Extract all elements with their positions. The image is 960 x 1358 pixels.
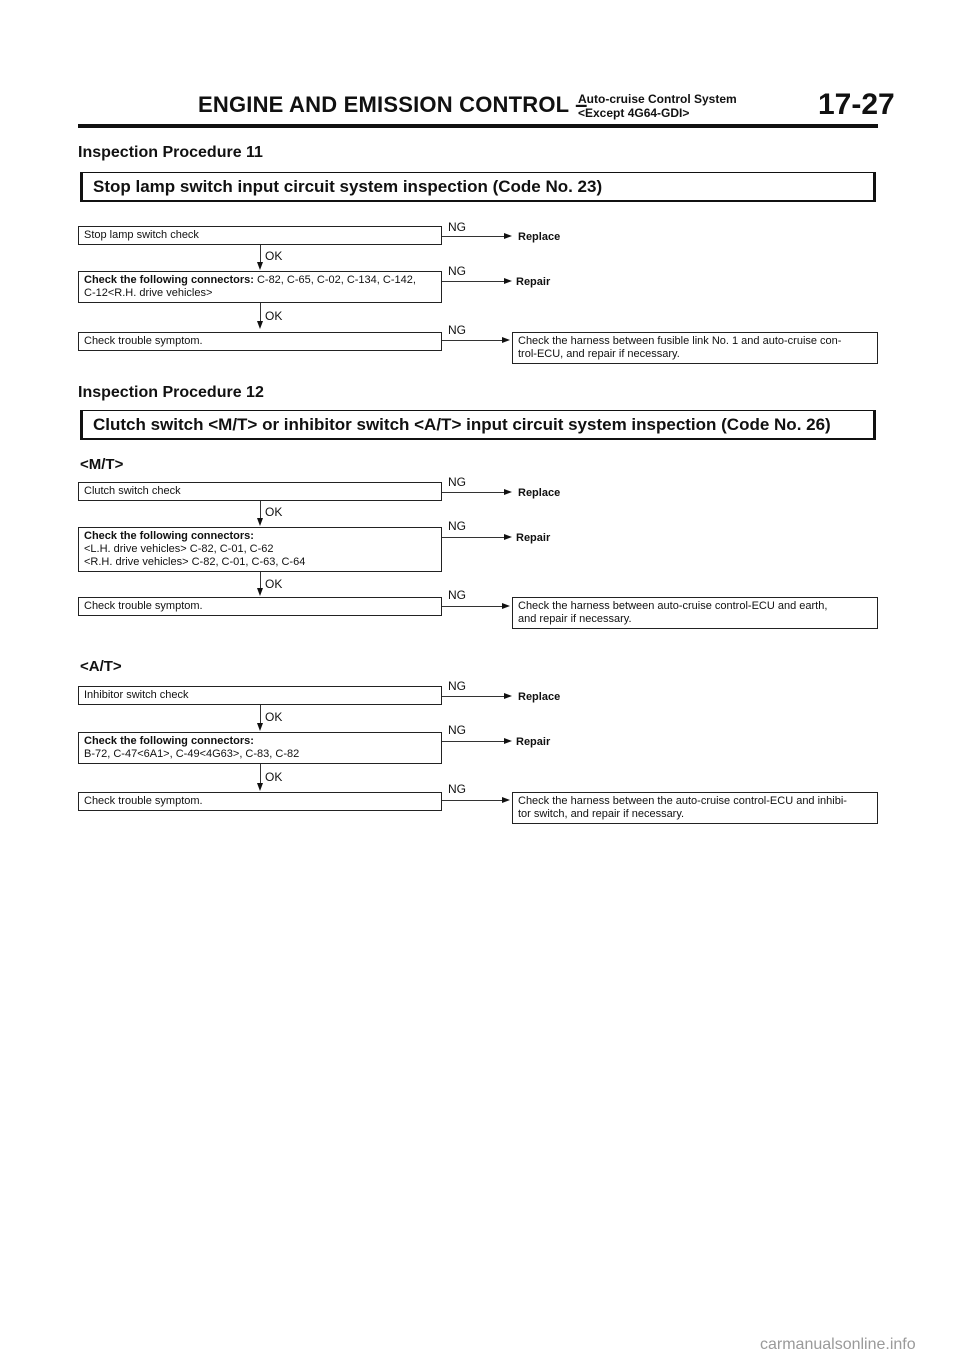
arrow-right-icon bbox=[504, 534, 512, 540]
mt-step-2-heading: Check the following connectors: bbox=[84, 530, 254, 542]
at-step-2-heading: Check the following connectors: bbox=[84, 735, 254, 747]
procedure-11-banner: Stop lamp switch input circuit system inspection (Code No. 23) bbox=[80, 172, 876, 202]
at-step-2-box bbox=[78, 732, 442, 764]
p11-result-1: Replace bbox=[518, 231, 561, 243]
at-ok-1: OK bbox=[265, 710, 283, 724]
at-ng-1: NG bbox=[448, 679, 466, 693]
p11-step-1-text: Stop lamp switch check bbox=[84, 229, 199, 241]
at-step-3-text: Check trouble symptom. bbox=[84, 795, 203, 807]
arrow-down-icon bbox=[257, 588, 263, 596]
subsystem-variant: <Except 4G64-GDI> bbox=[578, 106, 690, 120]
watermark: carmanualsonline.info bbox=[760, 1336, 916, 1353]
p11-ok-1: OK bbox=[265, 249, 283, 263]
p11-ok-2: OK bbox=[265, 309, 283, 323]
p11-step-1-box bbox=[78, 226, 442, 245]
arrow-right-icon bbox=[504, 738, 512, 744]
arrow-right-icon bbox=[502, 603, 510, 609]
arrow-down-icon bbox=[257, 321, 263, 329]
p11-step-2-heading: Check the following connectors: bbox=[84, 274, 254, 286]
p11-result-3-box bbox=[512, 332, 878, 364]
mt-step-2-box bbox=[78, 527, 442, 572]
p11-step-3-box bbox=[78, 332, 442, 351]
arrow-down-icon bbox=[257, 723, 263, 731]
header-rule bbox=[78, 124, 878, 128]
at-result-3-line1: Check the harness between the auto-cruise control-ECU and inhibi- bbox=[518, 795, 847, 807]
p11-step-2-text2: C-12<R.H. drive vehicles> bbox=[84, 287, 213, 299]
mt-ok-1: OK bbox=[265, 505, 283, 519]
at-step-1-box bbox=[78, 686, 442, 705]
arrow-down-icon bbox=[257, 262, 263, 270]
section-title: ENGINE AND EMISSION CONTROL – bbox=[198, 92, 588, 117]
at-result-3-box bbox=[512, 792, 878, 824]
at-ng-3-line bbox=[442, 800, 504, 801]
procedure-12-banner: Clutch switch <M/T> or inhibitor switch <A/T> input circuit system inspection (Code No. 26) bbox=[80, 410, 876, 440]
mt-ng-1: NG bbox=[448, 475, 466, 489]
p11-ng-2: NG bbox=[448, 264, 466, 278]
at-result-3-line2: tor switch, and repair if necessary. bbox=[518, 808, 685, 820]
p11-ng-1-line bbox=[442, 236, 506, 237]
at-step-1-text: Inhibitor switch check bbox=[84, 689, 189, 701]
at-ok-1-line bbox=[260, 705, 261, 724]
p11-ok-2-line bbox=[260, 303, 261, 322]
mt-result-3-line1: Check the harness between auto-cruise control-ECU and earth, bbox=[518, 600, 828, 612]
at-ng-1-line bbox=[442, 696, 506, 697]
arrow-down-icon bbox=[257, 518, 263, 526]
mt-ng-3-line bbox=[442, 606, 504, 607]
mt-result-3-line2: and repair if necessary. bbox=[518, 613, 632, 625]
at-ng-3: NG bbox=[448, 782, 466, 796]
mt-step-1-box bbox=[78, 482, 442, 501]
at-label: <A/T> bbox=[80, 658, 122, 675]
arrow-right-icon bbox=[502, 337, 510, 343]
mt-label: <M/T> bbox=[80, 456, 124, 473]
arrow-right-icon bbox=[502, 797, 510, 803]
mt-ng-2-line bbox=[442, 537, 506, 538]
mt-result-2: Repair bbox=[516, 532, 551, 544]
p11-ng-2-line bbox=[442, 281, 506, 282]
at-result-1: Replace bbox=[518, 691, 561, 703]
mt-ng-1-line bbox=[442, 492, 506, 493]
at-step-3-box bbox=[78, 792, 442, 811]
mt-result-1: Replace bbox=[518, 487, 561, 499]
p11-result-3-line2: trol-ECU, and repair if necessary. bbox=[518, 348, 680, 360]
mt-ok-2: OK bbox=[265, 577, 283, 591]
mt-step-1-text: Clutch switch check bbox=[84, 485, 181, 497]
mt-step-2-text2: <R.H. drive vehicles> C-82, C-01, C-63, C-64 bbox=[84, 556, 306, 568]
p11-step-2-text: C-82, C-65, C-02, C-134, C-142, bbox=[253, 274, 416, 286]
p11-ng-3: NG bbox=[448, 323, 466, 337]
mt-ng-2: NG bbox=[448, 519, 466, 533]
p11-result-2: Repair bbox=[516, 276, 551, 288]
mt-result-3-box bbox=[512, 597, 878, 629]
page-number: 17-27 bbox=[818, 88, 895, 121]
mt-step-2-text: <L.H. drive vehicles> C-82, C-01, C-62 bbox=[84, 543, 274, 555]
arrow-right-icon bbox=[504, 693, 512, 699]
p11-step-3-text: Check trouble symptom. bbox=[84, 335, 203, 347]
arrow-right-icon bbox=[504, 278, 512, 284]
at-ok-2: OK bbox=[265, 770, 283, 784]
procedure-12-title: Inspection Procedure 12 bbox=[78, 384, 264, 401]
arrow-down-icon bbox=[257, 783, 263, 791]
mt-step-3-box bbox=[78, 597, 442, 616]
arrow-right-icon bbox=[504, 233, 512, 239]
p11-ok-1-line bbox=[260, 245, 261, 263]
at-step-2-text: B-72, C-47<6A1>, C-49<4G63>, C-83, C-82 bbox=[84, 748, 300, 760]
subsystem-name: Auto-cruise Control System bbox=[578, 92, 737, 106]
mt-ok-2-line bbox=[260, 572, 261, 589]
mt-ok-1-line bbox=[260, 501, 261, 519]
at-ok-2-line bbox=[260, 764, 261, 784]
p11-ng-3-line bbox=[442, 340, 504, 341]
p11-result-3-line1: Check the harness between fusible link No. 1 and auto-cruise con- bbox=[518, 335, 842, 347]
at-ng-2-line bbox=[442, 741, 506, 742]
p11-ng-1: NG bbox=[448, 220, 466, 234]
mt-step-3-text: Check trouble symptom. bbox=[84, 600, 203, 612]
p11-step-2-box bbox=[78, 271, 442, 303]
procedure-11-title: Inspection Procedure 11 bbox=[78, 144, 263, 161]
mt-ng-3: NG bbox=[448, 588, 466, 602]
arrow-right-icon bbox=[504, 489, 512, 495]
at-result-2: Repair bbox=[516, 736, 551, 748]
at-ng-2: NG bbox=[448, 723, 466, 737]
